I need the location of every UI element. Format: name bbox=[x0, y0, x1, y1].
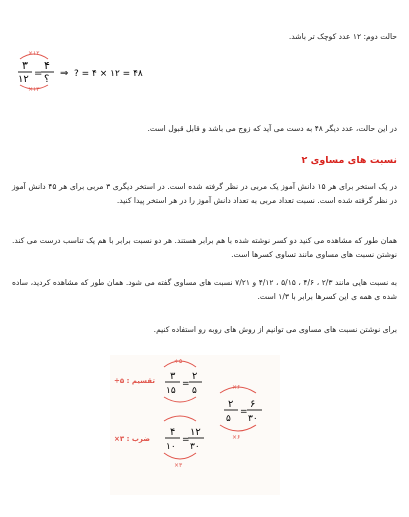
bot-frac-b-den: ۳۰ bbox=[190, 442, 200, 452]
top-frac-a-num: ۳ bbox=[170, 371, 176, 382]
paragraph-4: برای نوشتن نسبت های مساوی می توانیم از روش های روبه رو استفاده کنیم. bbox=[153, 325, 397, 334]
eq-top-mark: ×۱۲ bbox=[28, 50, 40, 57]
svg-text:=: = bbox=[182, 379, 190, 389]
eq-frac-left-den: ۱۲ bbox=[18, 74, 29, 85]
paragraph-3: به نسبت هایی مانند ۲/۳ ، ۴/۶ ، ۵/۱۵ ، ۴/۱۲ و ۷/۲۱ نسبت های مساوی گفته می شود. همان طور که مشاهده کردید، ساده شده ی همه ی این کسرها برابر با ۱/۳ است. bbox=[12, 278, 397, 301]
multiply-label: ×۳ : ضرب bbox=[114, 435, 150, 443]
equal-ratios-diagram bbox=[110, 355, 280, 495]
eq1-conclusion: در این حالت، عدد دیگر ۴۸ به دست می آید که زوج می باشد و قابل قبول است. bbox=[147, 124, 397, 133]
eq-frac-left-num: ۳ bbox=[22, 59, 28, 72]
diagram-mark-bottom: ×۳ bbox=[174, 462, 183, 469]
top-frac-a-den: ۱۵ bbox=[166, 386, 176, 396]
right-frac-b-den: ۳۰ bbox=[248, 414, 258, 424]
svg-text:⇒: ⇒ bbox=[60, 68, 69, 79]
bot-frac-a-num: ۴ bbox=[170, 427, 176, 438]
svg-text:=: = bbox=[34, 68, 43, 79]
eq-frac-right-den: ؟ bbox=[44, 74, 50, 85]
paragraph-2: همان طور که مشاهده می کنید دو کسر نوشته شده با هم برابر هستند. هر دو نسبت برابر با هم یک تناسب درست می کند. نوشتن نسبت های مساوی مانند تساوی کسرها است. bbox=[12, 236, 397, 259]
top-frac-b-den: ۵ bbox=[192, 386, 197, 396]
section-title: نسبت های مساوی ۲ bbox=[301, 155, 397, 166]
right-frac-a-num: ۲ bbox=[228, 399, 234, 410]
eq-result: ? = ۴ × ۱۲ = ۴۸ bbox=[74, 69, 143, 79]
eq-frac-right-num: ۴ bbox=[44, 59, 50, 72]
right-bottom-mark: ×۶ bbox=[232, 434, 241, 441]
svg-text:=: = bbox=[240, 407, 248, 417]
divide-label: ÷۵ : تقسیم bbox=[114, 377, 155, 385]
paragraph-1: در یک استخر برای هر ۱۵ دانش آموز یک مربی در نظر گرفته شده است. در استخر دیگری ۳ مربی برای هر ۴۵ دانش آموز در نظر گرفته شده است. نسبت تعداد مربی به تعداد دانش آموز را در هر استخر پیدا کنید. bbox=[12, 182, 397, 205]
right-frac-a-den: ۵ bbox=[226, 414, 231, 424]
right-frac-b-num: ۶ bbox=[250, 399, 256, 410]
fraction-equation bbox=[14, 47, 204, 91]
eq-bottom-mark: ×۱۲ bbox=[28, 86, 40, 91]
svg-text:=: = bbox=[182, 435, 190, 445]
top-frac-b-num: ۲ bbox=[192, 371, 198, 382]
diagram-mark-top: ÷۵ bbox=[174, 358, 183, 365]
case2-title: حالت دوم: ۱۲ عدد کوچک تر باشد. bbox=[288, 32, 397, 41]
right-top-mark: ×۶ bbox=[232, 384, 241, 391]
bot-frac-b-num: ۱۲ bbox=[190, 427, 201, 438]
bot-frac-a-den: ۱۰ bbox=[166, 442, 176, 452]
